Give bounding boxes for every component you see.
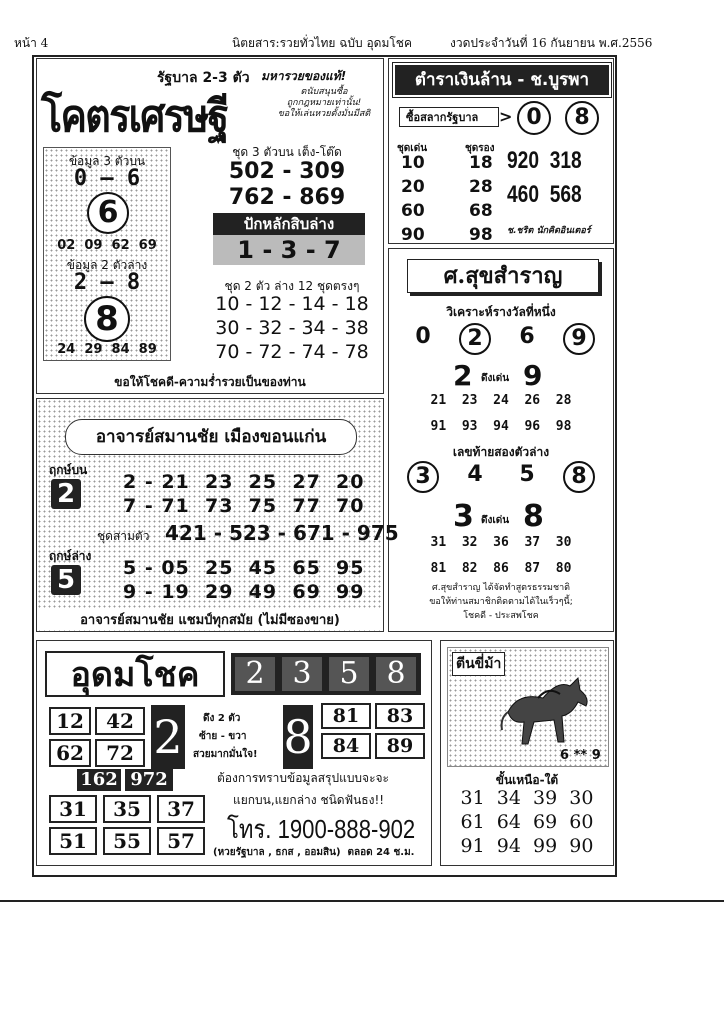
udom-grid1-cell: 12	[49, 707, 91, 735]
tamra-col2-item: 68	[469, 201, 493, 221]
sukh-notes	[389, 581, 613, 623]
kod-set2-a: 10 - 12 - 14 - 18	[215, 293, 369, 315]
tamra-col2-item: 28	[469, 177, 493, 197]
sukh-row3: 31 32 36 37 30	[430, 535, 572, 550]
ajarn-footer: อาจารย์สมานชัย แชมป์ทุกสมัย (ไม่มีซองขาย)	[37, 609, 383, 630]
horse-illustration-area	[447, 647, 609, 767]
kod-set2-c: 70 - 72 - 74 - 78	[215, 341, 369, 363]
udom-digit: 3	[282, 657, 322, 691]
tamra-col1-label: ชุดเด่น	[397, 143, 428, 154]
udom-grid2-cell: 81	[321, 703, 371, 729]
ajarn-bot-label: ฤกษ์ล่าง	[49, 549, 92, 563]
kod-logo: โคตรเศรษฐี	[41, 91, 228, 142]
horse-row2: 61 64 69 60	[460, 811, 594, 833]
tamra-col2-item: 98	[469, 225, 493, 245]
kod-sub: รัฐบาล 2-3 ตัว	[157, 70, 250, 86]
udom-grid3-cell: 57	[157, 827, 205, 855]
sukh-pair1-mid: ดึงเด่น	[481, 373, 510, 384]
kod-info3-label: ข้อมูล 3 ตัวบน	[68, 154, 146, 168]
ajarn-set-nums: 421 - 523 - 671 - 975	[165, 521, 399, 545]
udom-grid3-cell: 35	[103, 795, 151, 823]
ajarn-bot-row2: 9 - 19 29 49 69 99	[123, 581, 365, 603]
tamra-title: ตำราเงินล้าน - ช.บูรพา	[393, 63, 611, 97]
kod-slogan: มหารวยของแท้!	[261, 69, 347, 83]
sukh-digit: 2	[459, 323, 491, 355]
tamra-credit: ช.ชริต นักคิดอินเตอร์	[507, 226, 591, 236]
sukh-row1: 21 23 24 26 28	[430, 393, 572, 408]
horse-panel	[440, 640, 614, 866]
udom-grid3-cell: 37	[157, 795, 205, 823]
udom-grid3-cell: 31	[49, 795, 97, 823]
kod-set2-label: ชุด 2 ตัว ล่าง 12 ชุดตรงๆ	[224, 279, 360, 293]
sukh-title: ศ.สุขสำราญ	[407, 259, 599, 293]
kod-digit-label: ปักหลักสิบล่าง	[213, 213, 365, 235]
ajarn-title: อาจารย์สมานชัย เมืองขอนแก่น	[65, 419, 357, 455]
tamra-big1: 920 318	[507, 147, 582, 174]
tamra-col2	[469, 151, 493, 247]
sukh-digit: 6	[519, 324, 535, 349]
sukh-digit: 5	[519, 462, 535, 487]
sukh-digit: 4	[467, 462, 483, 487]
kod-set3-label: ชุด 3 ตัวบน เต็ง-โต๊ด	[232, 145, 342, 159]
sukh-row2: 91 93 94 96 98	[430, 419, 572, 434]
sukh-pair1-b: 9	[523, 359, 543, 392]
sukh-bottom-digits	[407, 461, 607, 495]
udom-digit: 5	[329, 657, 369, 691]
sukh-digit: 3	[407, 461, 439, 493]
udom-grid2-cell: 89	[375, 733, 425, 759]
horse-icon	[498, 672, 594, 752]
kod-note-3: ขอให้เล่นหวยตั้งมั่นมีสติ	[277, 109, 371, 119]
kod-set3-a: 502 - 309	[228, 159, 346, 184]
udom-grid1-cell: 72	[95, 739, 145, 767]
horse-title: ตีนขี่ม้า	[452, 652, 505, 676]
horse-row1: 31 34 39 30	[460, 787, 594, 809]
kod-info2-circle-wrap	[84, 296, 130, 342]
ajarn-top-row1: 2 - 21 23 25 27 20	[123, 471, 365, 493]
sukh-digit: 0	[415, 324, 431, 349]
tamra-d2-wrap	[565, 101, 599, 135]
kod-info3-circle-wrap	[87, 192, 129, 234]
page-number: หน้า 4	[14, 36, 49, 50]
udom-footer: (หวยรัฐบาล , ธกส , ออมสิน) ตลอด 24 ช.ม.	[213, 847, 415, 858]
sukh-digit: 9	[563, 323, 595, 355]
tamra-d1: 0	[517, 101, 551, 135]
sukh-pair2-a: 3	[453, 499, 474, 534]
tamra-col1-item: 20	[401, 177, 425, 197]
tamra-arrow-icon: >	[499, 107, 513, 126]
kod-note-1: ตนับสนุนซื้อ	[300, 87, 348, 97]
tamra-col1-item: 10	[401, 153, 425, 173]
udom-info-2: แยกบน,แยกล่าง ชนิดฟันธง!!	[233, 793, 385, 807]
tamra-d1-wrap	[517, 101, 551, 135]
udom-grid3-cell: 51	[49, 827, 97, 855]
udom-pull-label-1: ดึง 2 ตัว	[203, 713, 241, 724]
sukh-pair1-a: 2	[453, 359, 473, 392]
page-bottom-rule	[0, 900, 724, 902]
kod-info3-nums: 02 09 62 69	[57, 238, 157, 253]
udom-grid3-cell: 55	[103, 827, 151, 855]
sukh-top-digits	[407, 323, 607, 357]
tamra-d2: 8	[565, 101, 599, 135]
tamra-col2-item: 18	[469, 153, 493, 173]
udom-title: อุดมโชค	[45, 651, 225, 697]
ajarn-bot-row1: 5 - 05 25 45 65 95	[123, 557, 365, 579]
ajarn-top-row2: 7 - 71 73 75 77 70	[123, 495, 365, 517]
udom-dark-1: 162	[77, 769, 121, 791]
tamra-panel	[388, 58, 614, 244]
kod-info2-nums: 24 29 84 89	[57, 342, 157, 357]
ajarn-set-label: ชุดสามตัว	[97, 529, 150, 543]
sukh-note-3: โชคดี - ประสพโชค	[463, 611, 539, 621]
horse-row3: 91 94 99 90	[460, 835, 594, 857]
sukh-note-1: ศ.สุขสำราญ ได้จัดทำสูตรธรรมชาติ	[432, 583, 570, 593]
udom-grid1-cell: 42	[95, 707, 145, 735]
udom-panel	[36, 640, 432, 866]
kod-info2-main: 8	[84, 296, 130, 342]
tamra-col1-item: 90	[401, 225, 425, 245]
tamra-sub-label: ซื้อสลากรัฐบาล	[399, 107, 499, 127]
horse-pair: 6 ** 9	[560, 748, 601, 763]
udom-info-1: ต้องการทราบข้อมูลสรุปแบบจะจะ	[217, 771, 390, 785]
udom-big-right: 8	[283, 705, 313, 769]
udom-grid2-cell: 83	[375, 703, 425, 729]
kod-notes	[269, 87, 379, 120]
kod-set2-b: 30 - 32 - 34 - 38	[215, 317, 369, 339]
kod-info3-pair: 0 — 6	[73, 166, 141, 191]
kod-info2-label: ข้อมูล 2 ตัวล่าง	[66, 258, 148, 272]
tamra-big2: 460 568	[507, 181, 582, 208]
sukh-digit: 8	[563, 461, 595, 493]
kod-info-column	[43, 147, 171, 361]
kod-info2-pair: 2 — 8	[73, 270, 141, 295]
kod-set3-b: 762 - 869	[228, 185, 346, 210]
kod-digit-nums: 1 - 3 - 7	[213, 235, 365, 265]
ajarn-top-digit: 2	[51, 479, 81, 509]
udom-digit-bar	[231, 653, 421, 695]
kod-note-2: ถูกกฎหมายเท่านั้น!	[286, 98, 362, 108]
sukh-bottom-label: เลขท้ายสองตัวล่าง	[452, 445, 550, 459]
udom-dark-2: 972	[125, 769, 173, 791]
tamra-col1	[401, 151, 425, 247]
sukh-panel	[388, 248, 614, 632]
draw-date: งวดประจำวันที่ 16 กันยายน พ.ศ.2556	[450, 36, 653, 50]
sukh-row4: 81 82 86 87 80	[430, 561, 572, 576]
ajarn-bot-digit: 5	[51, 565, 81, 595]
udom-big-left: 2	[151, 705, 185, 769]
kod-footer: ขอให้โชคดี-ความร่ำรวยเป็นของท่าน	[114, 375, 306, 389]
udom-pull-label-2: ซ้าย - ขวา	[199, 731, 247, 742]
sukh-pair2-b: 8	[523, 499, 544, 534]
sukh-analysis: วิเคราะห์รางวัลที่หนึ่ง	[446, 305, 556, 319]
ajarn-top-label: ฤกษ์บน	[49, 463, 88, 477]
udom-digit: 2	[235, 657, 275, 691]
tamra-col1-item: 60	[401, 201, 425, 221]
horse-label: ขั้นเหนือ-ใต้	[495, 773, 559, 787]
kod-info3-main: 6	[87, 192, 129, 234]
kod-setthi-panel	[36, 58, 384, 394]
sukh-pair2-mid: ดึงเด่น	[481, 515, 510, 526]
udom-phone: โทร. 1900-888-902	[227, 814, 416, 844]
udom-grid2-cell: 84	[321, 733, 371, 759]
magazine-title: นิตยสาร:รวยทั่วไทย ฉบับ อุดมโชค	[232, 36, 412, 50]
tamra-col2-label: ชุดรอง	[465, 143, 495, 154]
ajarn-panel	[36, 398, 399, 632]
udom-digit: 8	[376, 657, 416, 691]
udom-grid1-cell: 62	[49, 739, 91, 767]
sukh-note-2: ขอให้ท่านสมาชิกติดตามได้ในเร็วๆนี้;	[429, 597, 573, 607]
udom-pull-label-3: สวยมากมั่นใจ!	[193, 749, 258, 760]
